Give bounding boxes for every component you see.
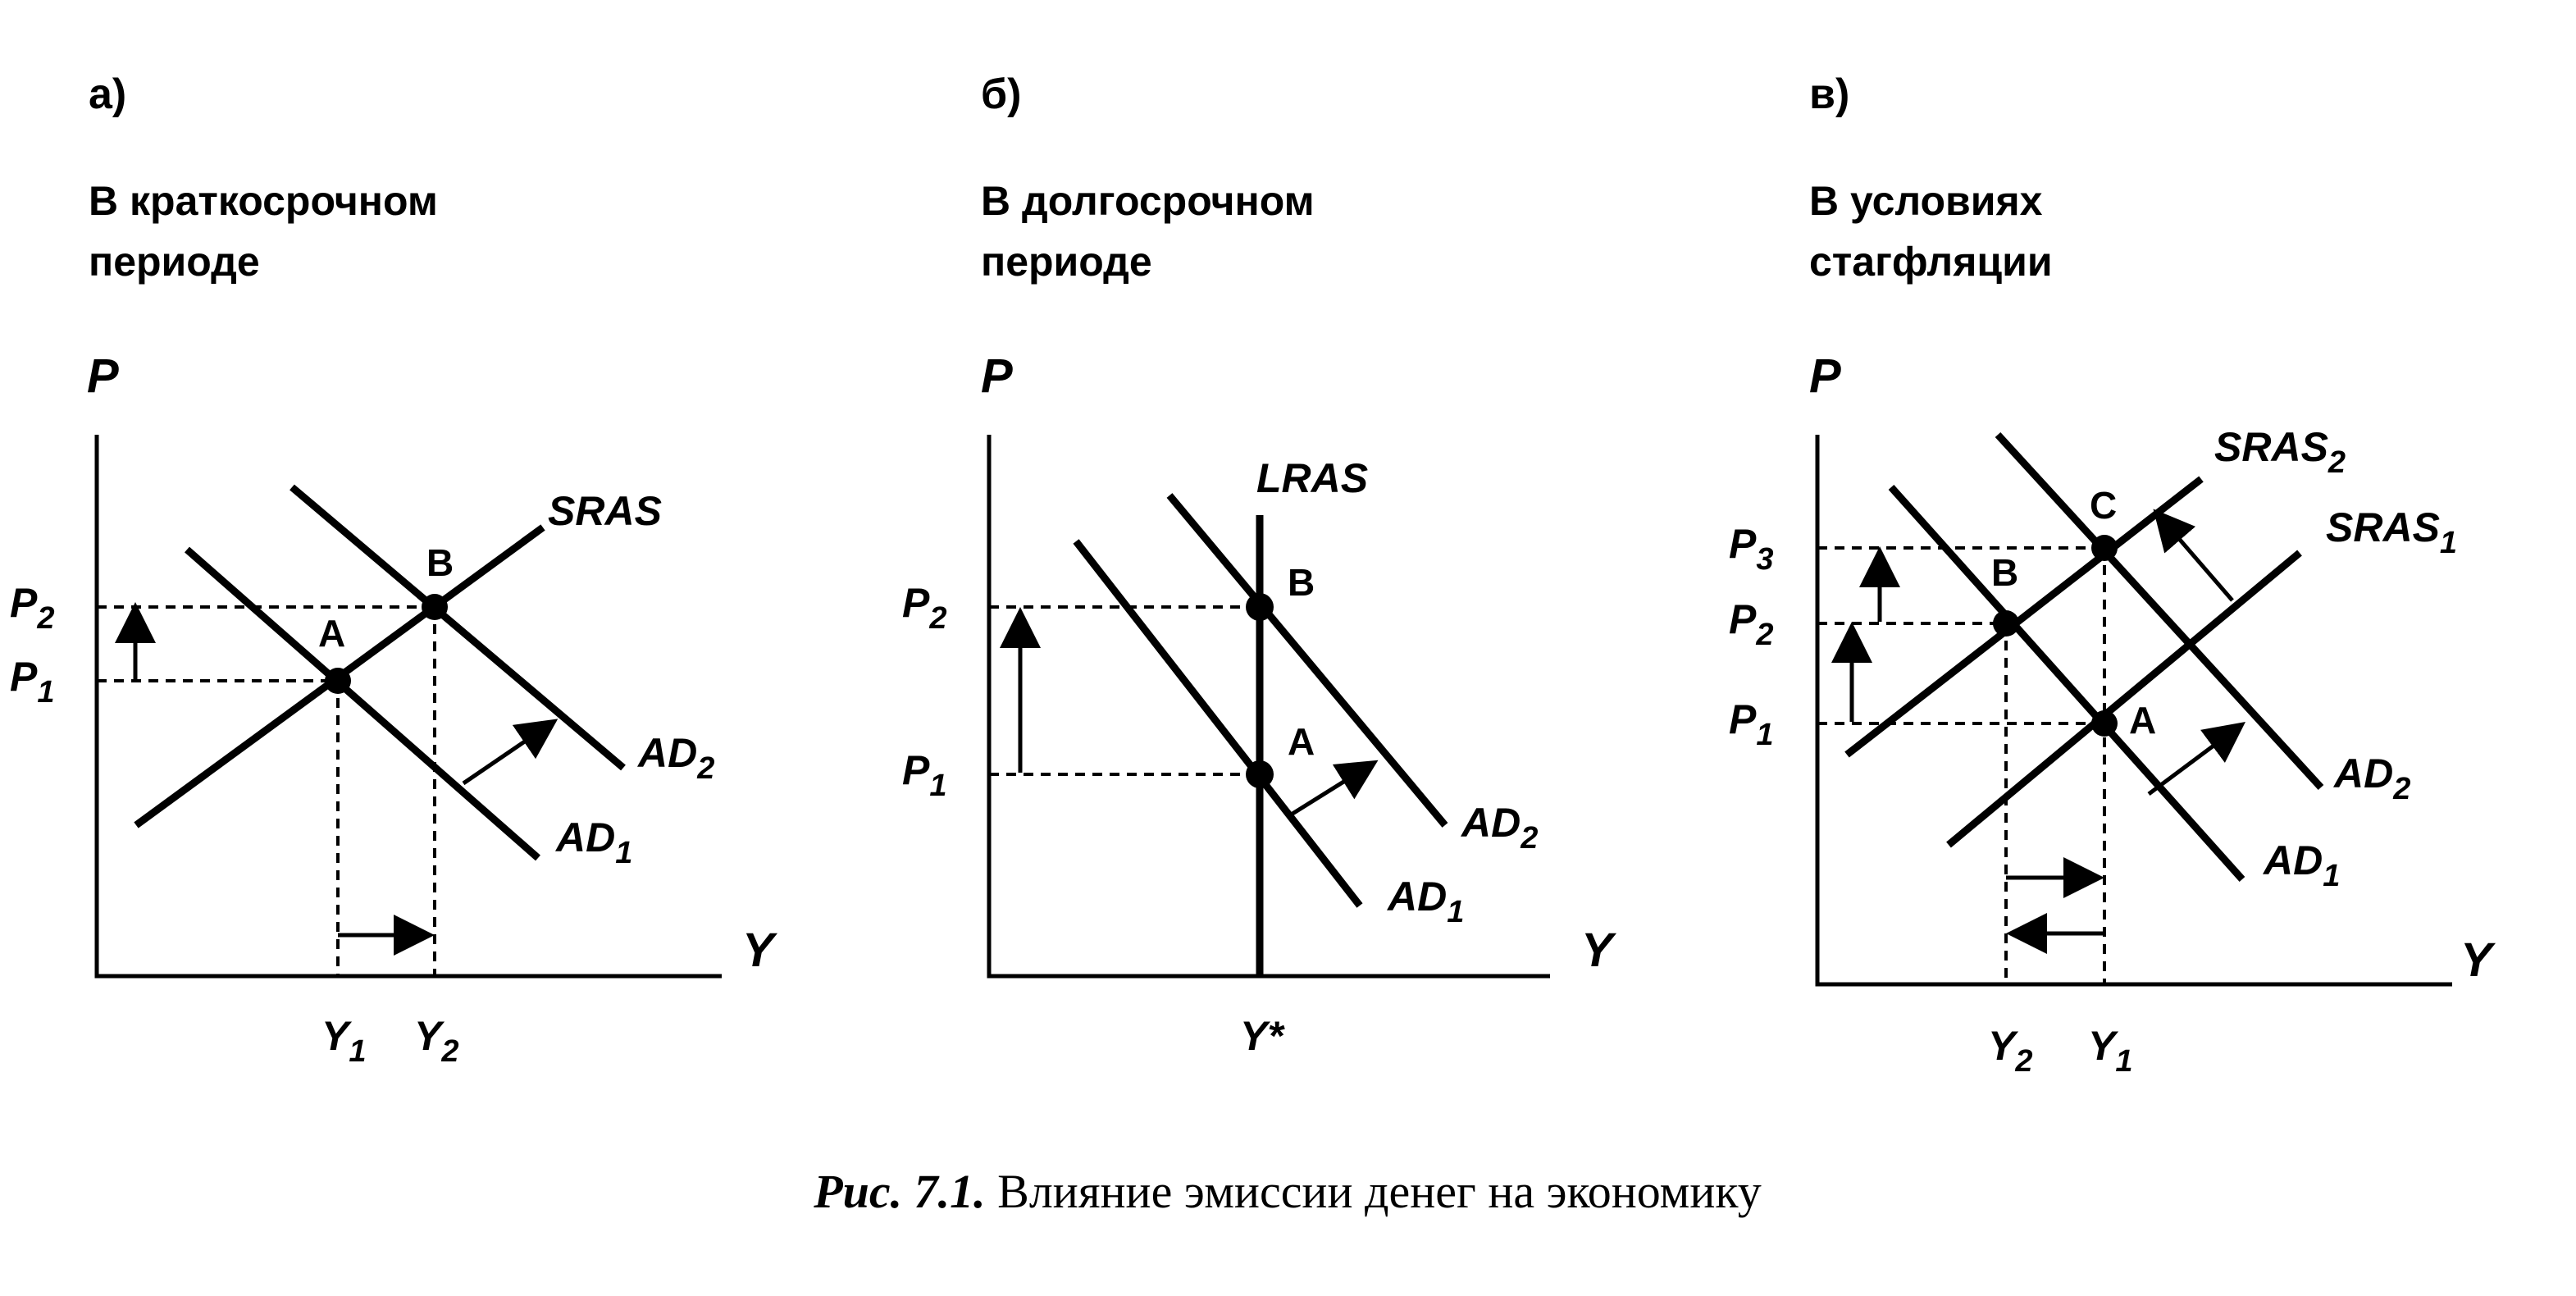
- panel-b-ad1-label: $AD_1$: [1388, 874, 1465, 929]
- panel-a-point-a-label: A: [318, 612, 346, 655]
- panel-c-point-b: [1993, 610, 2019, 637]
- panel-c-ad1-label: $AD_1$: [2264, 837, 2341, 893]
- panel-b-point-a-label: A: [1288, 720, 1315, 763]
- panel-b-ad2-curve: [1169, 495, 1445, 825]
- panel-b-lras-label: LRAS: [1256, 455, 1369, 501]
- panel-c-sras1-label: $SRAS_1$: [2326, 504, 2458, 560]
- caption-prefix: Рис. 7.1.: [814, 1165, 986, 1218]
- panel-c-y-axis-label: P: [1809, 349, 1841, 403]
- panel-c-title-line2: стагфляции: [1809, 239, 2053, 285]
- panel-a-letter: а): [89, 71, 127, 118]
- panel-a-title-line2: периоде: [89, 239, 260, 285]
- panel-a-y2-label: $Y_2$: [414, 1013, 459, 1069]
- panel-b-x-axis-label: Y: [1581, 924, 1613, 977]
- panel-c-letter: в): [1809, 71, 1850, 118]
- panel-c-x-axis-label: Y: [2460, 933, 2492, 987]
- panel-b-point-a: [1246, 760, 1274, 788]
- panel-c: [1729, 71, 2496, 1079]
- panel-b: [902, 71, 1617, 1059]
- panel-c-y2-label: $Y_2$: [1988, 1023, 2033, 1079]
- panel-c-point-b-label: B: [1991, 551, 2019, 594]
- panel-c-p3-label: $P_3$: [1729, 521, 1774, 577]
- panel-a-p1-label: $P_1$: [10, 654, 55, 710]
- panel-c-point-c-label: C: [2090, 484, 2118, 527]
- panel-b-axes: [989, 435, 1550, 976]
- panel-a-ad2-label: $AD_2$: [638, 730, 715, 786]
- panel-a-x-axis-label: Y: [742, 924, 774, 977]
- panel-c-p2-label: $P_2$: [1729, 596, 1774, 652]
- panel-b-ad-shift-arrow: [1293, 764, 1371, 814]
- panel-c-point-a-label: A: [2129, 699, 2157, 742]
- panel-c-ad2-curve: [1998, 435, 2321, 787]
- figure-caption: [813, 1165, 1762, 1218]
- panel-a-point-b: [422, 594, 448, 620]
- panel-b-point-b: [1246, 593, 1274, 621]
- panel-b-y-axis-label: P: [981, 349, 1013, 403]
- panel-a-y-axis-label: P: [87, 349, 119, 403]
- panel-b-title-line2: периоде: [981, 239, 1152, 285]
- panel-a: [10, 71, 778, 1069]
- panel-c-point-c: [2091, 535, 2118, 561]
- panel-b-ad1-curve: [1076, 541, 1360, 906]
- panel-a-ad-shift-arrow: [463, 723, 551, 783]
- panel-c-y1-label: $Y_1$: [2088, 1023, 2133, 1079]
- panel-b-ystar-label: Y*: [1240, 1013, 1283, 1059]
- panel-b-title-line1: В долгосрочном: [981, 178, 1315, 224]
- caption-text: Влияние эмиссии денег на экономику: [985, 1165, 1762, 1218]
- panel-b-point-b-label: B: [1288, 561, 1315, 604]
- panel-a-p2-label: $P_2$: [10, 580, 55, 636]
- panel-a-title-line1: В краткосрочном: [89, 178, 438, 224]
- panel-b-letter: б): [981, 71, 1022, 118]
- panel-c-point-a: [2091, 710, 2118, 737]
- panel-b-p1-label: $P_1$: [902, 747, 947, 803]
- panel-c-p1-label: $P_1$: [1729, 696, 1774, 752]
- panel-a-y1-label: $Y_1$: [321, 1013, 367, 1069]
- panel-a-ad1-label: $AD_1$: [556, 815, 633, 870]
- panel-b-ad2-label: $AD_2$: [1461, 800, 1539, 856]
- panel-a-ad1-curve: [187, 550, 538, 858]
- panel-a-sras-label: SRAS: [548, 488, 662, 534]
- panel-a-point-a: [325, 668, 351, 694]
- panel-a-point-b-label: B: [426, 541, 454, 584]
- panel-c-sras2-label: $SRAS_2$: [2214, 424, 2346, 480]
- panel-c-ad-shift-arrow: [2149, 727, 2239, 794]
- panel-b-p2-label: $P_2$: [902, 580, 947, 636]
- panel-c-sras1-curve: [1949, 553, 2300, 845]
- panel-c-sras-shift-arrow: [2159, 515, 2232, 600]
- panel-c-title-line1: В условиях: [1809, 178, 2043, 224]
- panel-c-ad2-label: $AD_2$: [2334, 751, 2411, 806]
